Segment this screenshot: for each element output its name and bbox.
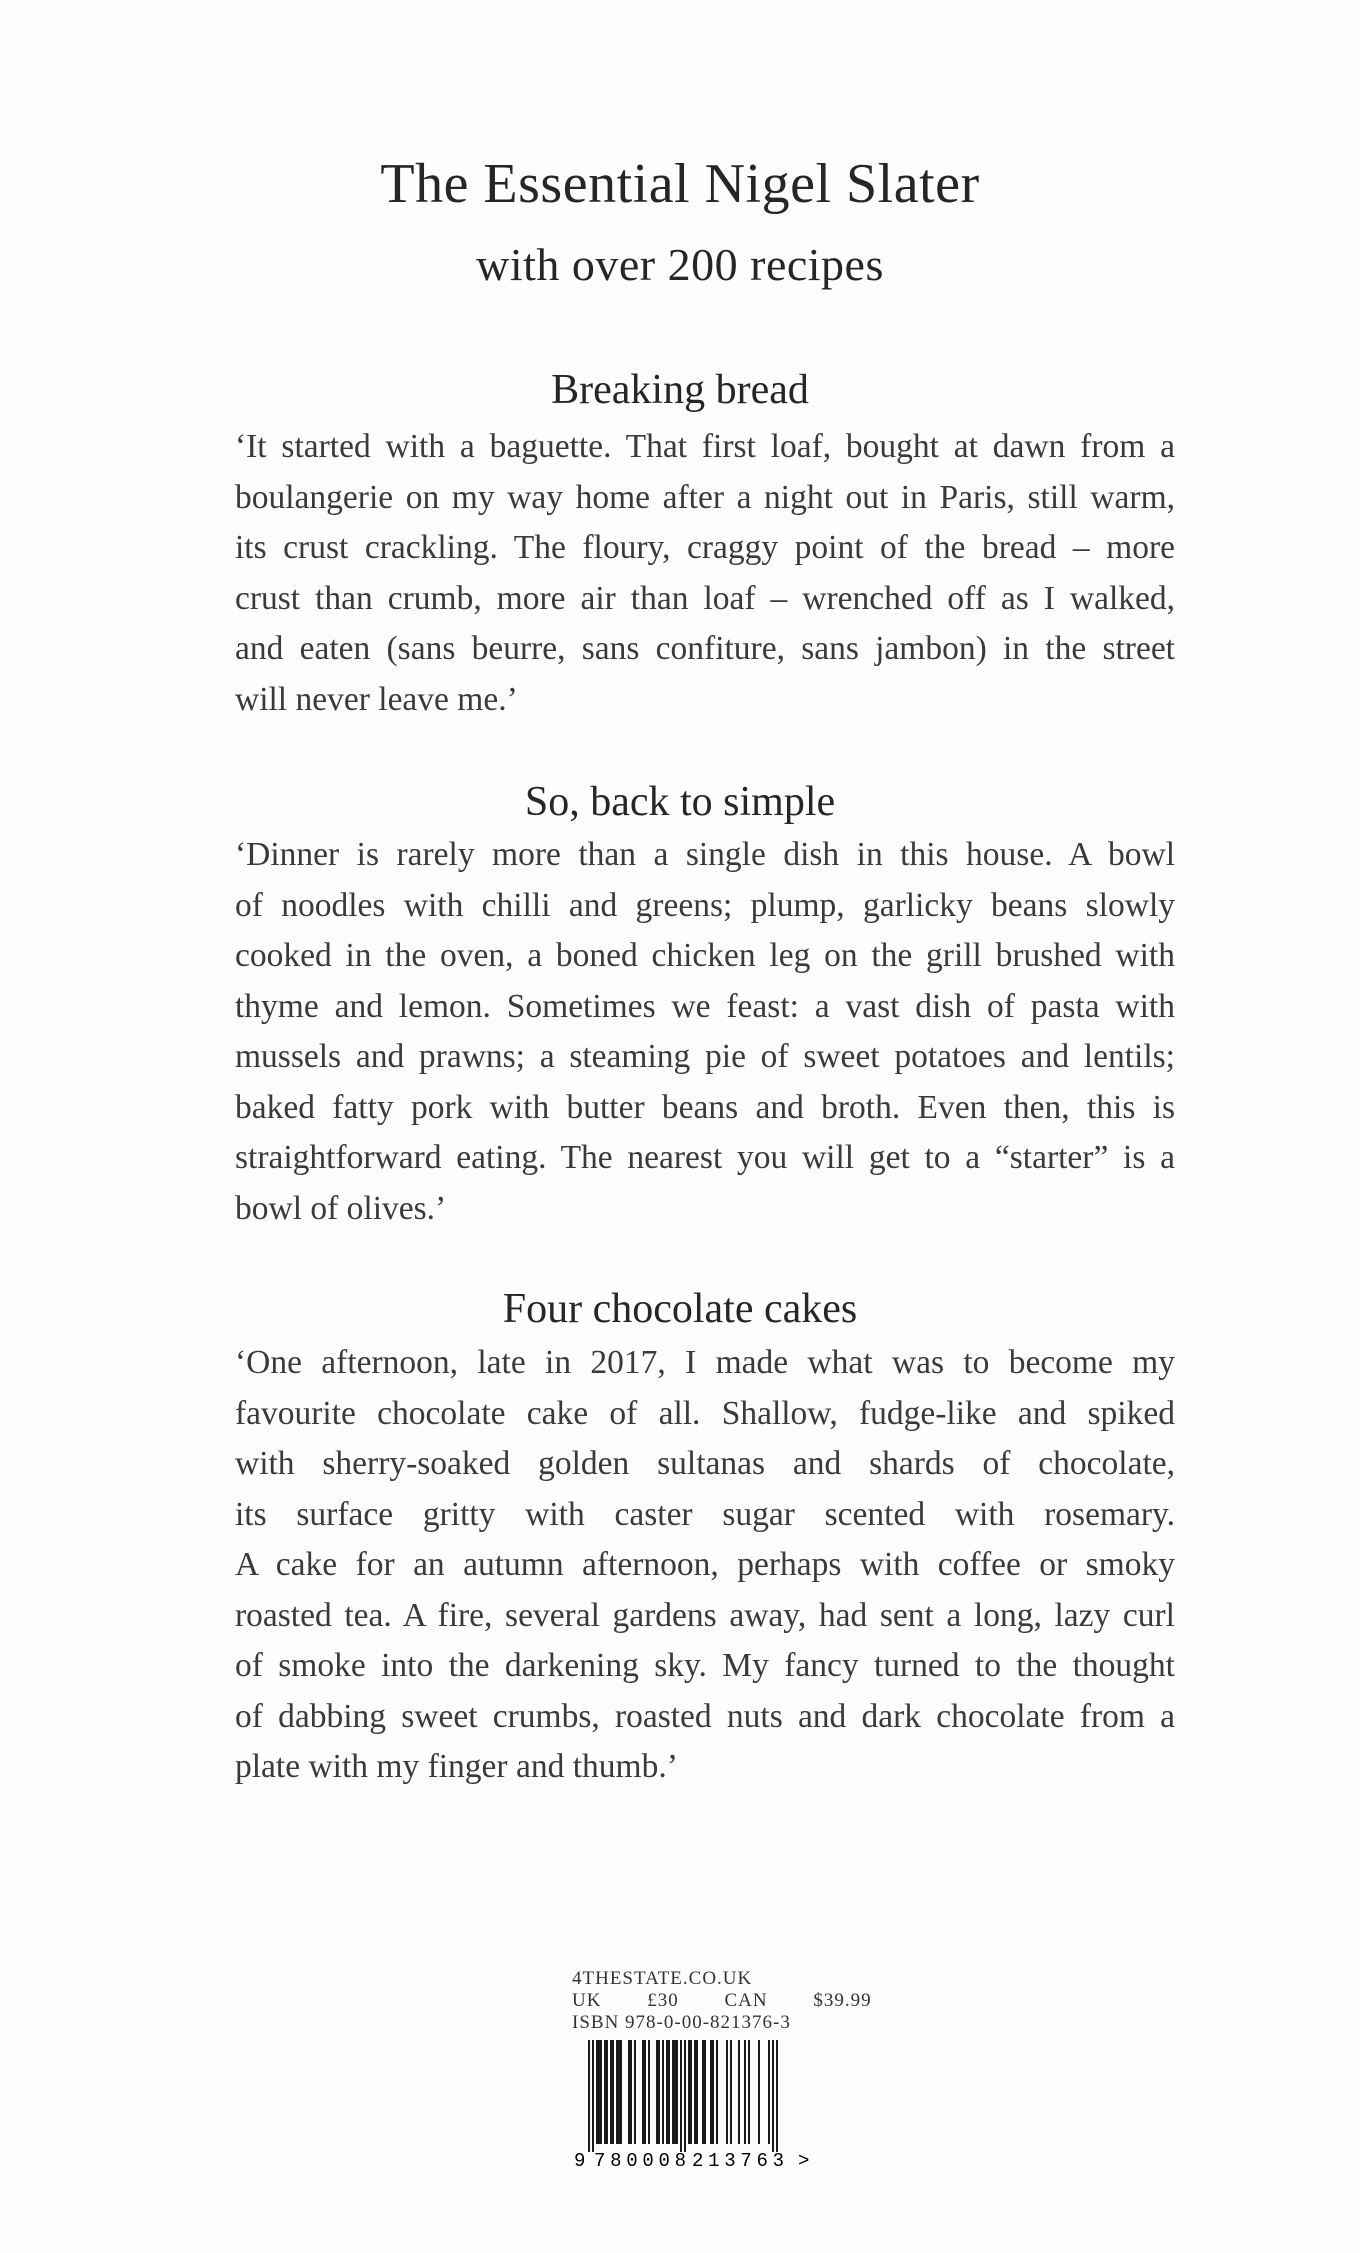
barcode-bar xyxy=(658,2040,660,2144)
section-heading-breaking-bread: Breaking bread xyxy=(551,367,809,413)
book-subtitle: with over 200 recipes xyxy=(476,239,884,290)
barcode-bar xyxy=(716,2040,718,2144)
barcode-bar xyxy=(666,2040,668,2144)
barcode-bar xyxy=(726,2040,728,2144)
barcode-bar xyxy=(744,2040,746,2144)
excerpt-line: thyme and lemon. Sometimes we feast: a vast dish of pasta with xyxy=(235,987,1175,1025)
excerpt-breaking-bread xyxy=(235,422,1175,725)
excerpt-line: will never leave me.’ xyxy=(235,680,518,718)
excerpt-line: its crust crackling. The floury, craggy point of the bread – more xyxy=(235,529,1175,566)
excerpt-four-chocolate-cakes xyxy=(235,1338,1175,1793)
section-heading-back-to-simple: So, back to simple xyxy=(524,779,836,825)
barcode-bar xyxy=(656,2040,658,2144)
excerpt-line: of noodles with chilli and greens; plump, garlicky beans slowly xyxy=(235,886,1175,924)
barcode-bar xyxy=(596,2040,598,2144)
barcode-arrow: > xyxy=(798,2150,810,2172)
barcode-bar xyxy=(630,2040,632,2144)
isbn-line: ISBN 978-0-00-821376-3 xyxy=(572,2012,791,2033)
barcode-bar xyxy=(642,2040,644,2144)
barcode-bar xyxy=(620,2040,622,2144)
barcode-bar xyxy=(612,2040,614,2144)
barcode-bar xyxy=(644,2040,646,2144)
barcode-bar xyxy=(604,2040,606,2144)
excerpt-line: cooked in the oven, a boned chicken leg on the grill brushed with xyxy=(235,937,1175,974)
excerpt-line: mussels and prawns; a steaming pie of sweet potatoes and lentils; xyxy=(235,1038,1175,1075)
excerpt-line: favourite chocolate cake of all. Shallow, fudge-like and spiked xyxy=(235,1394,1175,1432)
barcode-bar xyxy=(688,2040,690,2144)
book-title: The Essential Nigel Slater xyxy=(380,153,980,215)
barcode-bar xyxy=(684,2040,686,2152)
excerpt-line: ‘It started with a baguette. That first loaf, bought at dawn from a xyxy=(235,428,1175,465)
excerpt-line: ‘One afternoon, late in 2017, I made what was to become my xyxy=(235,1344,1175,1381)
publisher-website: 4THESTATE.CO.UK xyxy=(572,1968,753,1989)
barcode-bar xyxy=(738,2040,740,2144)
barcode-bar xyxy=(634,2040,636,2144)
barcode-bar xyxy=(676,2040,678,2144)
excerpt-line: ‘Dinner is rarely more than a single dish in this house. A bowl xyxy=(235,836,1175,873)
section-heading-four-chocolate-cakes: Four chocolate cakes xyxy=(502,1286,858,1332)
barcode-bar xyxy=(748,2040,750,2144)
barcode-bar xyxy=(618,2040,620,2144)
barcode-bar xyxy=(668,2040,670,2144)
excerpt-line: and eaten (sans beurre, sans confiture, sans jambon) in the street xyxy=(235,630,1175,667)
barcode-bar xyxy=(588,2040,590,2152)
barcode-bar xyxy=(768,2040,770,2144)
barcode-bar xyxy=(730,2040,732,2144)
excerpt-line: crust than crumb, more air than loaf – wrenched off as I walked, xyxy=(235,579,1175,617)
barcode-bar xyxy=(710,2040,712,2144)
barcode-bar xyxy=(776,2040,778,2152)
price-can: CAN $39.99 xyxy=(724,1990,872,2011)
excerpt-line: bowl of olives.’ xyxy=(235,1189,447,1227)
excerpt-line: baked fatty pork with butter beans and broth. Even then, this is xyxy=(235,1088,1175,1126)
barcode-bar xyxy=(712,2040,714,2144)
barcode-bar xyxy=(680,2040,682,2152)
barcode-bar xyxy=(592,2040,594,2152)
excerpt-line: boulangerie on my way home after a night out in Paris, still warm, xyxy=(235,478,1175,516)
barcode-bar xyxy=(696,2040,698,2144)
excerpt-back-to-simple xyxy=(235,830,1175,1234)
barcode-bars xyxy=(588,2040,778,2152)
barcode-left-digits: 780008 xyxy=(594,2150,686,2172)
barcode-bar xyxy=(616,2040,618,2144)
isbn-barcode xyxy=(572,2040,832,2172)
barcode-bar xyxy=(606,2040,608,2144)
barcode-bar xyxy=(662,2040,664,2144)
excerpt-line: with sherry-soaked golden sultanas and shards of chocolate, xyxy=(235,1445,1175,1482)
excerpt-line: plate with my finger and thumb.’ xyxy=(235,1748,678,1785)
barcode-bar xyxy=(610,2040,612,2144)
barcode-bar xyxy=(600,2040,602,2144)
barcode-bar xyxy=(672,2040,674,2144)
barcode-bar xyxy=(628,2040,630,2144)
barcode-bar xyxy=(772,2040,774,2152)
imprint-block xyxy=(572,1968,872,2172)
barcode-bar xyxy=(648,2040,650,2144)
barcode-bar xyxy=(704,2040,706,2144)
excerpt-line: its surface gritty with caster sugar scented with rosemary. xyxy=(235,1495,1175,1533)
barcode-right-digits: 213763 xyxy=(692,2150,784,2172)
excerpt-line: of dabbing sweet crumbs, roasted nuts and dark chocolate from a xyxy=(235,1697,1175,1735)
barcode-bar xyxy=(694,2040,696,2144)
excerpt-line: A cake for an autumn afternoon, perhaps with coffee or smoky xyxy=(235,1546,1175,1583)
excerpt-line: roasted tea. A fire, several gardens away, had sent a long, lazy curl xyxy=(235,1596,1175,1634)
excerpt-line: of smoke into the darkening sky. My fancy turned to the thought xyxy=(235,1647,1175,1684)
price-uk: UK £30 xyxy=(572,1990,679,2011)
excerpt-line: straightforward eating. The nearest you will get to a “starter” is a xyxy=(235,1139,1175,1176)
barcode-bar xyxy=(598,2040,600,2144)
barcode-bar xyxy=(758,2040,760,2144)
barcode-lead-digit: 9 xyxy=(574,2150,586,2172)
barcode-bar xyxy=(690,2040,692,2144)
price-line xyxy=(572,1990,872,2012)
barcode-bar xyxy=(702,2040,704,2144)
barcode-bar xyxy=(674,2040,676,2144)
